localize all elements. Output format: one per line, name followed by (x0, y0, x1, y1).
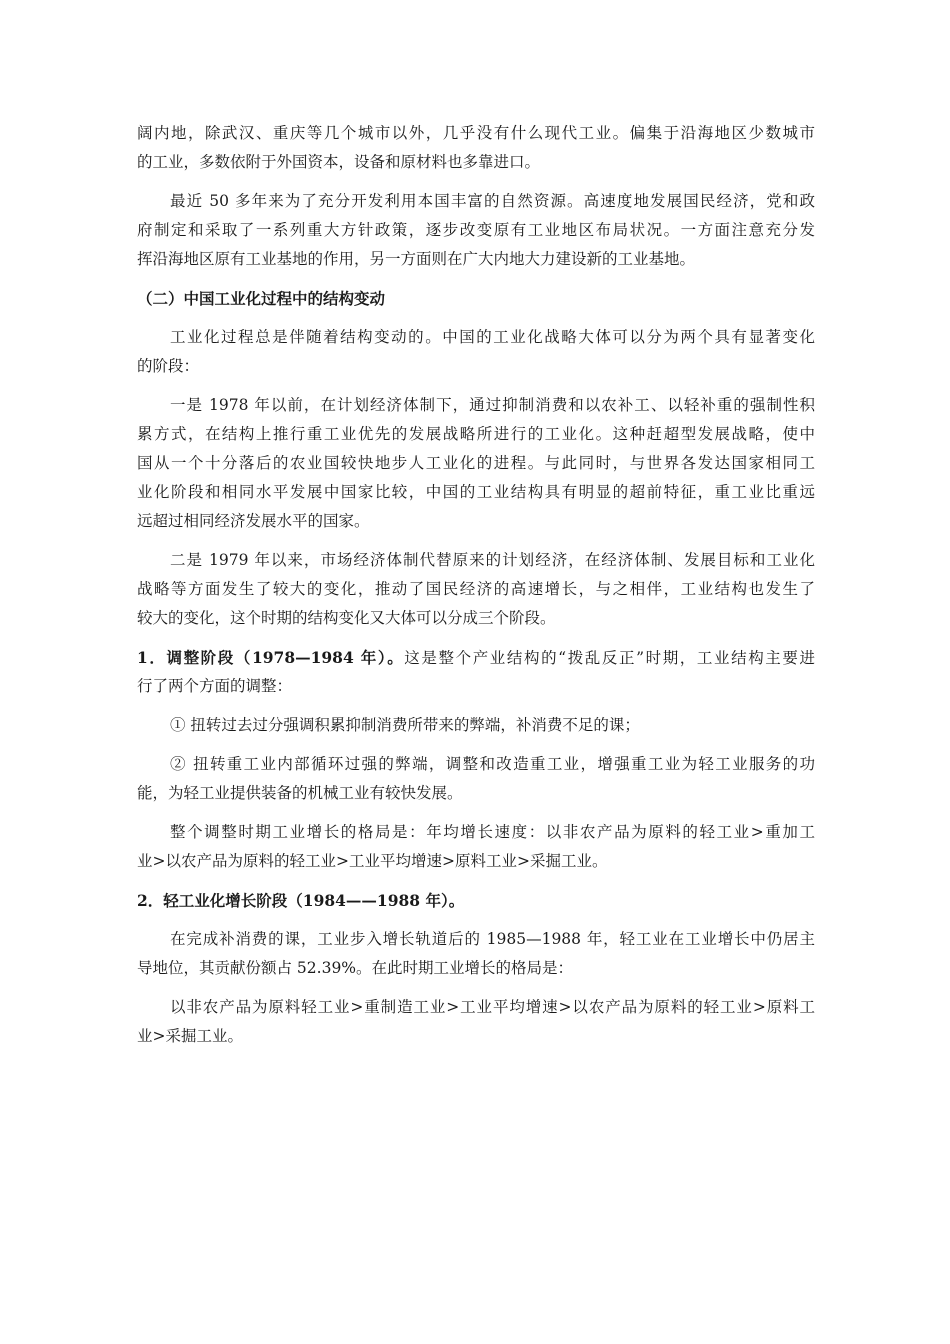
text-line: 业化阶段和相同水平发展中国家比较，中国的工业结构具有明显的超前特征，重工业比重远 (137, 483, 815, 501)
text-line: 挥沿海地区原有工业基地的作用，另一方面则在广大内地大力建设新的工业基地。 (137, 250, 696, 268)
text-line: 阔内地，除武汉、重庆等几个城市以外，几乎没有什么现代工业。偏集于沿海地区少数城市 (137, 124, 815, 142)
section-heading-structural-change: （二）中国工业化过程中的结构变动 (137, 289, 386, 308)
text-line: 战略等方面发生了较大的变化，推动了国民经济的高速增长，与之相伴，工业结构也发生了 (137, 580, 815, 598)
text-line: 较大的变化，这个时期的结构变化又大体可以分成三个阶段。 (137, 609, 556, 627)
text-line: 最近 50 多年来为了充分开发利用本国丰富的自然资源。高速度地发展国民经济，党和政 (170, 192, 815, 210)
text-line: ② 扭转重工业内部循环过强的弊端，调整和改造重工业，增强重工业为轻工业服务的功 (170, 755, 815, 773)
text-line: 行了两个方面的调整： (137, 677, 293, 695)
paragraph-stage-one (137, 391, 815, 536)
paragraph-growth-pattern (137, 993, 815, 1051)
text-line: 远超过相同经济发展水平的国家。 (137, 512, 370, 530)
text-line: 整个调整时期工业增长的格局是：年均增长速度：以非农产品为原料的轻工业>重加工 (170, 823, 815, 841)
list-item-consumption (137, 711, 815, 740)
list-item-heavy-industry (137, 750, 815, 808)
text-line: ① 扭转过去过分强调积累抑制消费所带来的弊端，补消费不足的课； (170, 716, 640, 734)
subsection-adjustment-stage (137, 643, 815, 701)
subsection-text: 这是整个产业结构的“拨乱反正”时期，工业结构主要进 (404, 649, 815, 667)
text-line: 以非农产品为原料轻工业>重制造工业>工业平均增速>以农产品为原料的轻工业>原料工 (170, 998, 815, 1016)
text-line: 累方式，在结构上推行重工业优先的发展战略所进行的工业化。这种赶超型发展战略，使中 (137, 425, 815, 443)
subsection-title-adjustment: 1．调整阶段（1978—1984 年）。 (137, 648, 405, 667)
paragraph-recent-policy (137, 187, 815, 274)
text-line: 在完成补消费的课，工业步入增长轨道后的 1985—1988 年，轻工业在工业增长中仍居主 (170, 930, 815, 948)
paragraph-industry-distribution (137, 119, 815, 177)
document-page (137, 119, 815, 1061)
paragraph-two-stages (137, 323, 815, 381)
text-line: 的阶段： (137, 357, 200, 375)
text-line (137, 643, 815, 672)
paragraph-light-industry-growth (137, 925, 815, 983)
text-line: 工业化过程总是伴随着结构变动的。中国的工业化战略大体可以分为两个具有显著变化 (170, 328, 815, 346)
text-line: 的工业，多数依附于外国资本，设备和原材料也多靠进口。 (137, 153, 541, 171)
text-line: 业>以农产品为原料的轻工业>工业平均增速>原料工业>采掘工业。 (137, 852, 608, 870)
text-line: 府制定和采取了一系列重大方针政策，逐步改变原有工业地区布局状况。一方面注意充分发 (137, 221, 815, 239)
paragraph-stage-two (137, 546, 815, 633)
text-line: 业>采掘工业。 (137, 1027, 243, 1045)
subsection-heading-light-industry: 2．轻工业化增长阶段（1984——1988 年）。 (137, 891, 465, 910)
text-line: 导地位，其贡献份额占 52.39%。在此时期工业增长的格局是： (137, 959, 574, 977)
text-line: 二是 1979 年以来，市场经济体制代替原来的计划经济，在经济体制、发展目标和工业化 (170, 551, 815, 569)
text-line: 一是 1978 年以前，在计划经济体制下，通过抑制消费和以农补工、以轻补重的强制性积 (170, 396, 815, 414)
text-line: 能，为轻工业提供装备的机械工业有较快发展。 (137, 784, 463, 802)
text-line: 国从一个十分落后的农业国较快地步人工业化的进程。与此同时，与世界各发达国家相同工 (137, 454, 815, 472)
paragraph-adjustment-pattern (137, 818, 815, 876)
